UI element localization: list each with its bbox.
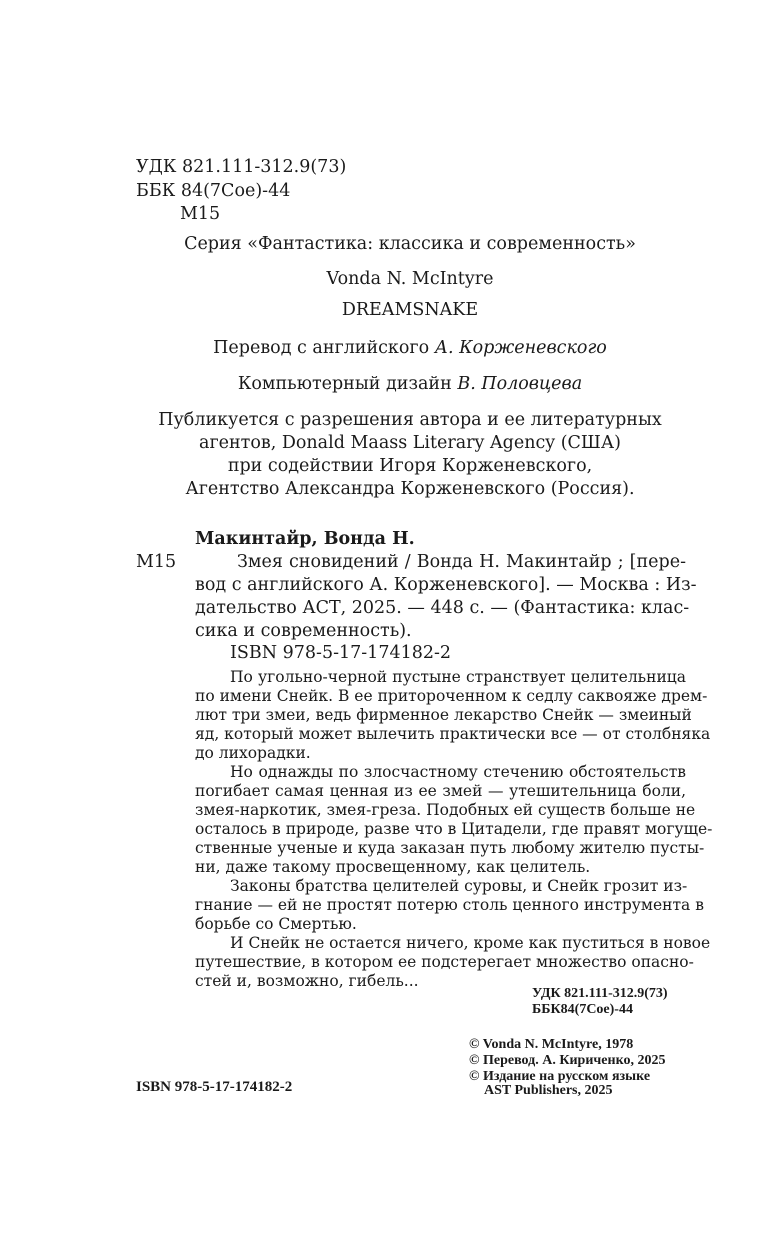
catalog-entry-line: сика и современность). — [195, 621, 412, 641]
udk-code: УДК 821.111-312.9(73) — [136, 157, 347, 177]
rights-line: Агентство Александра Корженевского (Россия). — [185, 479, 635, 499]
rights-line: при содействии Игоря Корженевского, — [227, 456, 593, 476]
annotation — [195, 668, 713, 991]
annotation-line: И Снейк не остается ничего, кроме как пуститься в новое — [230, 934, 711, 952]
original-author: Vonda N. McIntyre — [326, 269, 494, 289]
catalog-isbn: ISBN 978-5-17-174182-2 — [230, 643, 452, 663]
annotation-line: гнание — ей не простят потерю столь ценного инструмента в — [195, 896, 704, 914]
footer-isbn: ISBN 978-5-17-174182-2 — [136, 1079, 293, 1095]
annotation-line: до лихорадки. — [195, 744, 311, 762]
annotation-line: Но однажды по злосчастному стечению обстоятельств — [230, 763, 686, 781]
bottom-bbk: ББК84(7Сое)-44 — [532, 1002, 633, 1017]
catalog-entry-line: дательство АСТ, 2025. — 448 с. — (Фантастика: клас- — [195, 598, 690, 618]
design-credit — [0, 373, 768, 396]
catalog-heading: Макинтайр, Вонда Н. — [195, 529, 415, 549]
rights-line: Публикуется с разрешения автора и ее литературных — [158, 410, 662, 430]
designer-name: В. Половцева — [457, 374, 583, 394]
bbk-code: ББК 84(7Сое)-44 — [136, 181, 291, 201]
copyright-publisher: AST Publishers, 2025 — [484, 1083, 613, 1098]
annotation-line: погибает самая ценная из ее змей — утешительница боли, — [195, 782, 686, 800]
translation-credit — [0, 337, 768, 360]
rights-line: агентов, Donald Maass Literary Agency (США) — [199, 433, 621, 453]
bottom-udk: УДК 821.111-312.9(73) — [532, 986, 668, 1001]
annotation-line: По угольно-черной пустыне странствует целительница — [230, 668, 686, 686]
annotation-line: путешествие, в котором ее подстерегает множество опасно- — [195, 953, 694, 971]
catalog-entry-line: вод с английского А. Корженевского]. — Москва : Из- — [195, 575, 697, 595]
annotation-line: ни, даже такому просвещенному, как целитель. — [195, 858, 591, 876]
annotation-line: осталось в природе, разве что в Цитадели, где правят могуще- — [195, 820, 713, 838]
annotation-line: яд, который может вылечить практически все — от столбняка — [195, 725, 711, 743]
rights-notice — [0, 409, 768, 501]
annotation-line: стей и, возможно, гибель... — [195, 972, 419, 990]
design-prefix: Компьютерный дизайн — [237, 374, 458, 394]
copyright-translation: © Перевод. А. Кириченко, 2025 — [469, 1053, 666, 1068]
annotation-line: ственные ученые и куда заказан путь любому жителю пусты- — [195, 839, 705, 857]
annotation-line: лют три змеи, ведь фирменное лекарство Снейк — змеиный — [195, 706, 692, 724]
annotation-line: Законы братства целителей суровы, и Снейк грозит из- — [230, 877, 688, 895]
copyright-author: © Vonda N. McIntyre, 1978 — [469, 1037, 634, 1052]
catalog-entry-line: Змея сновидений / Вонда Н. Макинтайр ; [пере- — [237, 552, 686, 572]
annotation-line: змея-наркотик, змея-греза. Подобных ей существ больше не — [195, 801, 696, 819]
annotation-line: по имени Снейк. В ее притороченном к седлу саквояже дрем- — [195, 687, 708, 705]
catalog-mark: М15 — [136, 552, 177, 572]
copyright-edition: © Издание на русском языке — [469, 1069, 651, 1084]
translation-prefix: Перевод с английского — [213, 338, 435, 358]
annotation-line: борьбе со Смертью. — [195, 915, 357, 933]
catalog-entry — [195, 551, 697, 643]
author-mark: М15 — [180, 204, 221, 224]
original-title: DREAMSNAKE — [341, 300, 479, 320]
series-title: Серия «Фантастика: классика и современность» — [184, 234, 636, 254]
translator-name: А. Корженевского — [434, 338, 607, 358]
